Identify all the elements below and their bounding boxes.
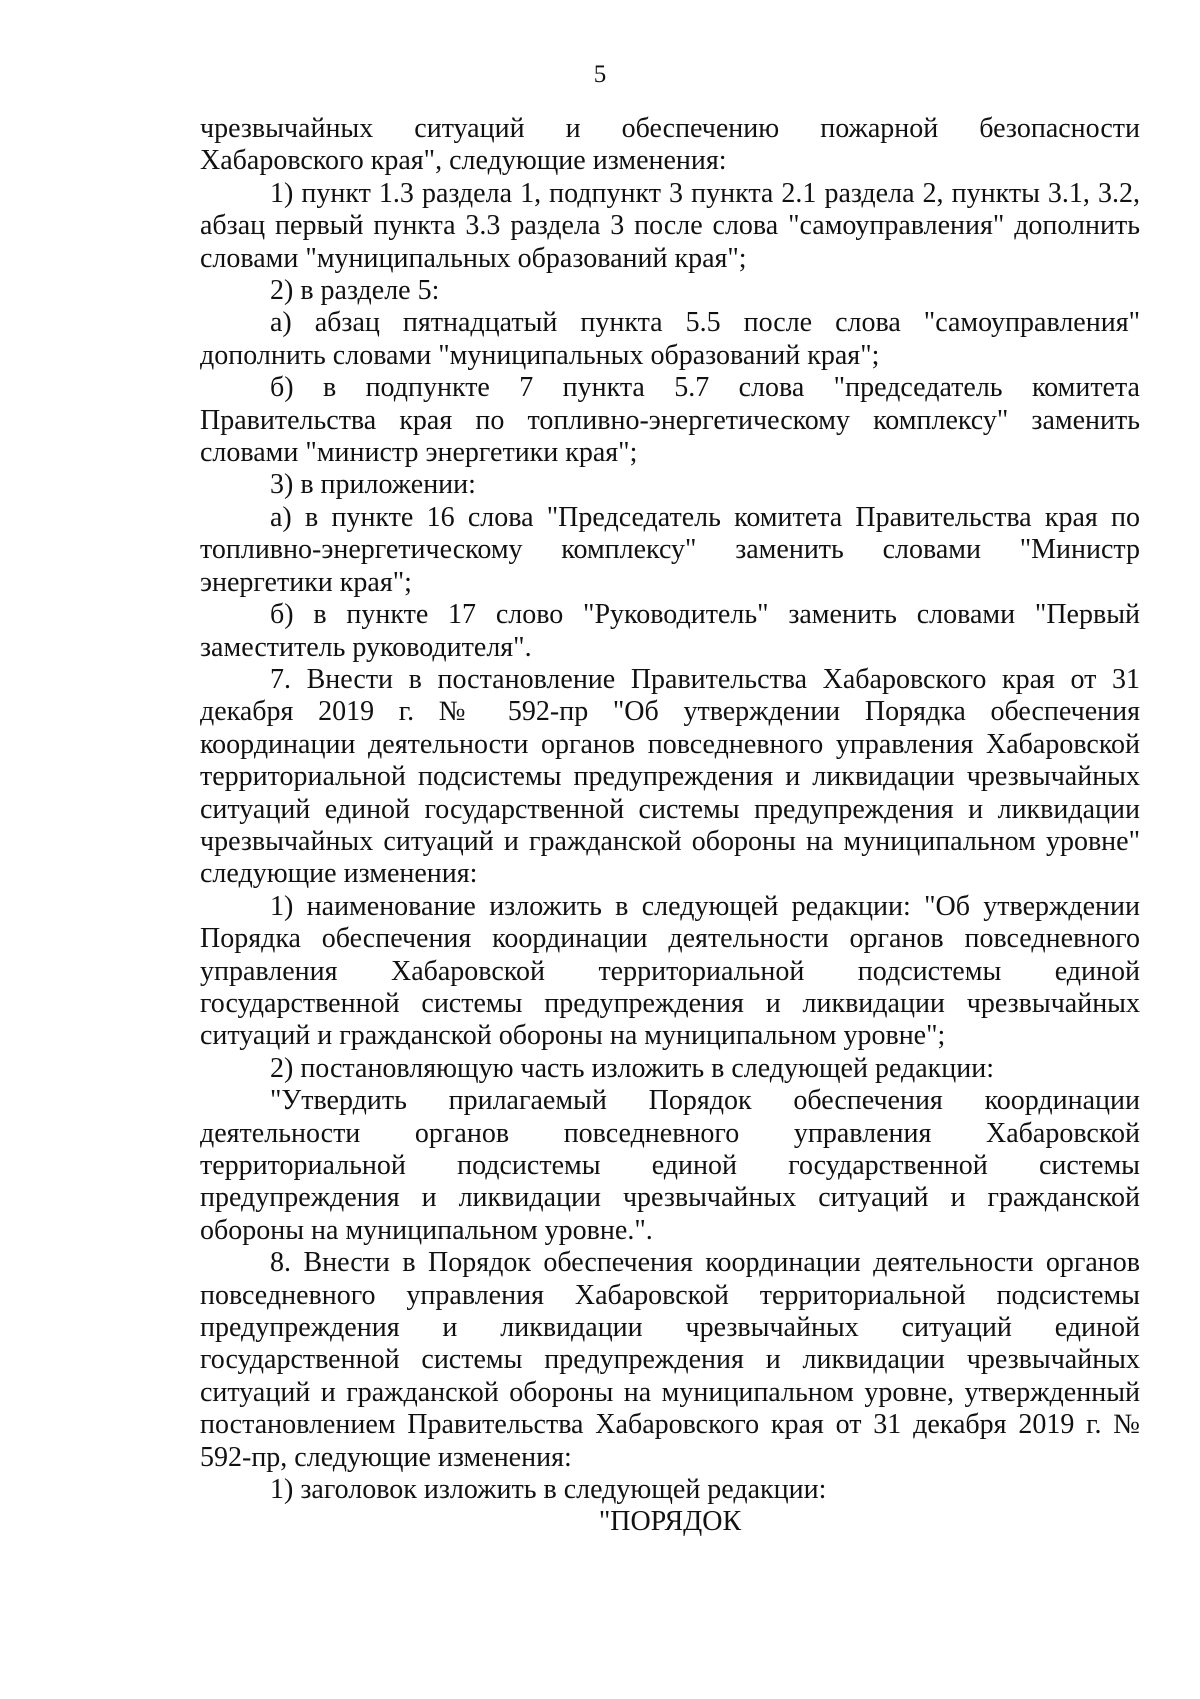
paragraph: б) в пункте 17 слово "Руководитель" заменить словами "Первый заместитель руководителя". <box>200 599 1140 663</box>
document-body <box>200 113 1140 1539</box>
paragraph: 8. Внести в Порядок обеспечения координации деятельности органов повседневного управления Хабаровской территориальной подсистемы предупреждения и ликвидации чрезвычайных ситуаций единой государственной системы предупреждения и ликвидации чрезвычайных ситуаций и гражданской обороны на муниципальном уровне, утвержденный постановлением Правительства Хабаровского края от 31 декабря 2019 г. № 592-пр, следующие изменения: <box>200 1247 1140 1473</box>
paragraph: чрезвычайных ситуаций и обеспечению пожарной безопасности Хабаровского края", следующие изменения: <box>200 113 1140 177</box>
paragraph: а) в пункте 16 слова "Председатель комитета Правительства края по топливно-энергетическому комплексу" заменить словами "Министр энергетики края"; <box>200 501 1140 598</box>
paragraph: а) абзац пятнадцатый пункта 5.5 после слова "самоуправления" дополнить словами "муниципальных образований края"; <box>200 307 1140 371</box>
paragraph: 2) постановляющую часть изложить в следующей редакции: <box>270 1052 995 1084</box>
page-number: 5 <box>593 61 607 88</box>
section-heading: "ПОРЯДОК <box>598 1506 742 1538</box>
paragraph: 1) пункт 1.3 раздела 1, подпункт 3 пункта 2.1 раздела 2, пункты 3.1, 3.2, абзац первый пункта 3.3 раздела 3 после слова "самоуправления" дополнить словами "муниципальных образований края"; <box>200 177 1140 274</box>
paragraph: 3) в приложении: <box>270 469 476 501</box>
paragraph: б) в подпункте 7 пункта 5.7 слова "председатель комитета Правительства края по топливно-энергетическому комплексу" заменить словами "министр энергетики края"; <box>200 372 1140 469</box>
paragraph: 1) заголовок изложить в следующей редакции: <box>270 1474 827 1506</box>
paragraph: "Утвердить прилагаемый Порядок обеспечения координации деятельности органов повседневного управления Хабаровской территориальной подсистемы единой государственной системы предупреждения и ликвидации чрезвычайных ситуаций и гражданской обороны на муниципальном уровне.". <box>200 1085 1140 1246</box>
paragraph: 1) наименование изложить в следующей редакции: "Об утверждении Порядка обеспечения координации деятельности органов повседневного управления Хабаровской территориальной подсистемы единой государственной системы предупреждения и ликвидации чрезвычайных ситуаций и гражданской обороны на муниципальном уровне"; <box>200 890 1140 1052</box>
paragraph: 7. Внести в постановление Правительства Хабаровского края от 31 декабря 2019 г. № 592-пр "Об утверждении Порядка обеспечения координации деятельности органов повседневного управления Хабаровской территориальной подсистемы предупреждения и ликвидации чрезвычайных ситуаций единой государственной системы предупреждения и ликвидации чрезвычайных ситуаций и гражданской обороны на муниципальном уровне" следующие изменения: <box>200 663 1140 890</box>
paragraph: 2) в разделе 5: <box>270 275 440 307</box>
